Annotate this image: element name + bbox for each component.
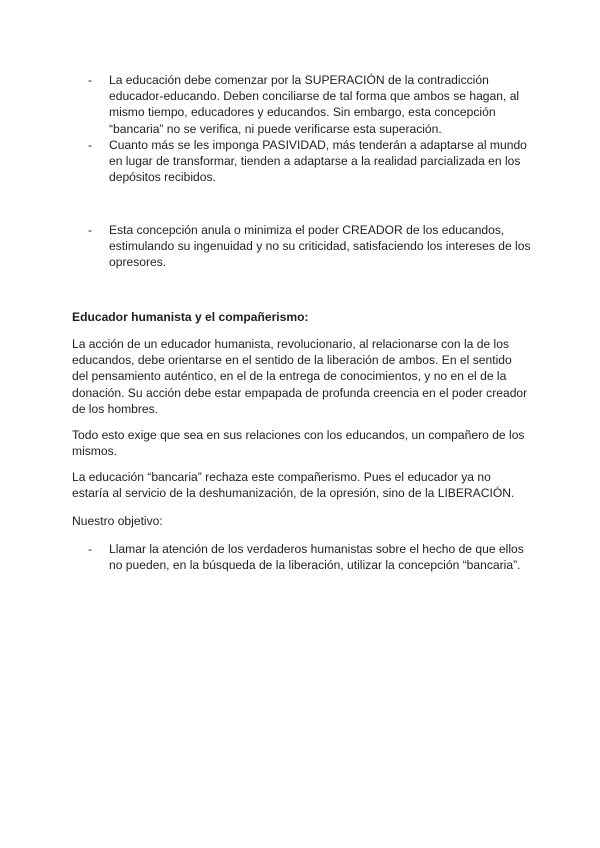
list-item: [88, 137, 533, 186]
list-item-text: La educación debe comenzar por la SUPERACIÓN de la contradicción educador-educando. Deben conciliarse de tal forma que ambos se hagan, al mismo tiempo, educadores y educandos. Sin embargo, esta concepción “bancaria” no se verifica, ni puede verificarse esta superación.: [109, 73, 520, 136]
section-heading: Educador humanista y el compañerismo:: [72, 310, 309, 324]
bullet-dash: -: [88, 73, 93, 87]
list-item-text: Esta concepción anula o minimiza el poder CREADOR de los educandos, estimulando su ingenuidad y no su criticidad, satisfaciendo los intereses de los opresores.: [109, 223, 531, 270]
bullet-dash: -: [88, 223, 93, 237]
bullet-list-superacion: [88, 72, 533, 185]
list-item: [88, 541, 533, 573]
bullet-list-objetivo: [88, 541, 533, 573]
list-item: [88, 72, 533, 137]
paragraph-companero: Todo esto exige que sea en sus relaciones con los educandos, un compañero de los mismos.: [72, 428, 525, 459]
list-item-text: Cuanto más se les imponga PASIVIDAD, más tenderán a adaptarse al mundo en lugar de transformar, tienden a adaptarse a la realidad parcializada en los depósitos recibidos.: [109, 137, 527, 185]
list-item-text: Llamar la atención de los verdaderos humanistas sobre el hecho de que ellos no pueden, en la búsqueda de la liberación, utilizar la concepción “bancaria”.: [109, 542, 524, 573]
bullet-list-creador: [88, 222, 533, 271]
paragraph-educador-humanista: La acción de un educador humanista, revolucionario, al relacionarse con la de los educandos, debe orientarse en el sentido de la liberación de ambos. En el sentido del pensamiento auténtico, en el de la entrega de conocimientos, y no en el de la donación. Su acción debe estar empapada de profunda creencia en el poder creador de los hombres.: [72, 337, 528, 416]
objective-label: Nuestro objetivo:: [72, 514, 163, 528]
paragraph-educacion-bancaria: La educación “bancaria” rechaza este compañerismo. Pues el educador ya no estaría al servicio de la deshumanización, de la opresión, sino de la LIBERACIÓN.: [72, 470, 515, 501]
bullet-dash: -: [88, 542, 93, 556]
list-item: [88, 222, 533, 271]
bullet-dash: -: [88, 137, 93, 152]
